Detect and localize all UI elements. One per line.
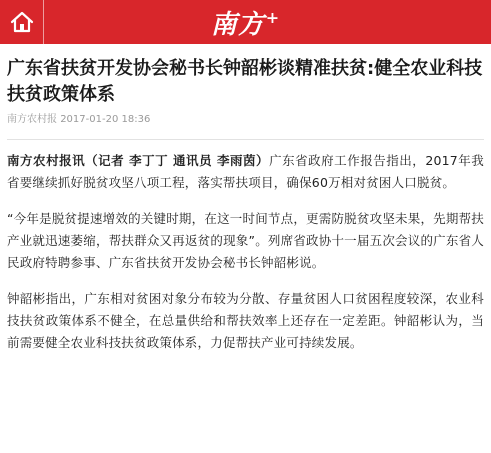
article-date: 2017-01-20 18:36 (60, 114, 151, 125)
app-header (0, 0, 491, 44)
home-icon (9, 10, 35, 34)
brand-logo[interactable] (211, 4, 280, 41)
article-meta (7, 113, 484, 127)
byline: 南方农村报讯（记者 李丁丁 通讯员 李雨茵） (7, 153, 270, 168)
article-paragraph-1 (7, 150, 484, 194)
home-button[interactable] (0, 0, 44, 44)
brand-logo-text: 南方 (210, 9, 265, 40)
article-paragraph-2 (7, 208, 484, 274)
paragraph-2-text: “今年是脱贫提速增效的关键时期，在这一时间节点，更需防脱贫攻坚未果，先期帮扶产业就迅速萎缩，帮扶群众又再返贫的现象”。列席省政协十一届五次会议的广东省人民政府特聘参事、广东省扶贫开发协会秘书长钟韶彬说。 (7, 211, 484, 270)
article-title: 广东省扶贫开发协会秘书长钟韶彬谈精准扶贫:健全农业科技扶贫政策体系 (7, 58, 483, 105)
article-paragraph-3 (7, 288, 484, 354)
article (0, 56, 491, 354)
brand-logo-plus: + (265, 7, 281, 27)
paragraph-3-text: 钟韶彬指出，广东相对贫困对象分布较为分散、存量贫困人口贫困程度较深，农业科技扶贫政策体系不健全，在总量供给和帮扶效率上还存在一定差距。钟韶彬认为，当前需要健全农业科技扶贫政策体系，力促帮扶产业可持续发展。 (7, 291, 484, 350)
divider (7, 139, 484, 140)
article-source: 南方农村报 (7, 114, 57, 125)
paragraph-1-text: 广东省政府工作报告指出，2017年我省要继续抓好脱贫攻坚八项工程，落实帮扶项目，确保60万相对贫困人口脱贫。 (7, 153, 484, 190)
